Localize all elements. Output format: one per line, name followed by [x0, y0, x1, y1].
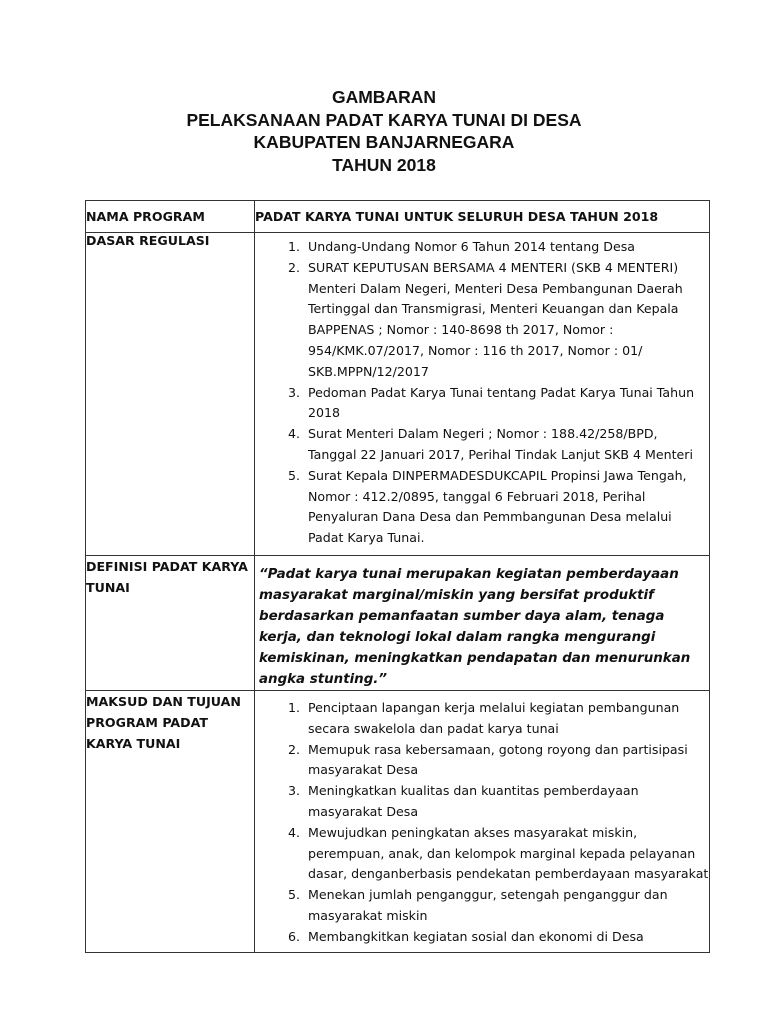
- list-item: 5. Surat Kepala DINPERMADESDUKCAPIL Propinsi Jawa Tengah, Nomor : 412.2/0895, tanggal 6 Februari 2018, Perihal Penyaluran Dana Desa dan Pemmbangunan Desa melalui Padat Karya Tunai.: [304, 466, 709, 549]
- list-item: 4. Surat Menteri Dalam Negeri ; Nomor : 188.42/258/BPD, Tanggal 22 Januari 2017, Perihal Tindak Lanjut SKB 4 Menteri: [304, 424, 709, 466]
- title-line-3: KABUPATEN BANJARNEGARA: [253, 132, 515, 152]
- table-row-nama-program: [86, 201, 710, 233]
- list-item: 3. Meningkatkan kualitas dan kuantitas pemberdayaan masyarakat Desa: [304, 781, 709, 823]
- list-item: 1. Penciptaan lapangan kerja melalui kegiatan pembangunan secara swakelola dan padat karya tunai: [304, 698, 709, 740]
- table-row-definisi: [86, 556, 710, 691]
- list-item: 3. Pedoman Padat Karya Tunai tentang Padat Karya Tunai Tahun 2018: [304, 383, 709, 425]
- dasar-regulasi-list: [255, 237, 709, 549]
- list-item: 2. Memupuk rasa kebersamaan, gotong royong dan partisipasi masyarakat Desa: [304, 740, 709, 782]
- nama-program-value: PADAT KARYA TUNAI UNTUK SELURUH DESA TAHUN 2018: [255, 201, 710, 233]
- definisi-text: “Padat karya tunai merupakan kegiatan pemberdayaan masyarakat marginal/miskin yang bersifat produktif berdasarkan pemanfaatan sumber daya alam, tenaga kerja, dan teknologi lokal dalam rangka mengurangi kemiskinan, meningkatkan pendapatan dan menurunkan angka stunting.”: [259, 567, 691, 687]
- definisi-cell: [255, 556, 710, 691]
- list-item: 5. Menekan jumlah penganggur, setengah penganggur dan masyarakat miskin: [304, 885, 709, 927]
- dasar-regulasi-label: DASAR REGULASI: [86, 233, 255, 556]
- title-line-2: PELAKSANAAN PADAT KARYA TUNAI DI DESA: [186, 109, 582, 130]
- title-line-1: GAMBARAN: [331, 87, 437, 107]
- title-line-4: TAHUN 2018: [332, 154, 436, 175]
- list-item: 4. Mewujudkan peningkatan akses masyarakat miskin, perempuan, anak, dan kelompok marginal kepada pelayanan dasar, denganberbasis pendekatan pemberdayaan masyarakat: [304, 823, 709, 885]
- maksud-tujuan-cell: [255, 691, 710, 953]
- list-item: 6. Membangkitkan kegiatan sosial dan ekonomi di Desa: [304, 927, 709, 948]
- document-title: [0, 86, 768, 176]
- nama-program-label: NAMA PROGRAM: [86, 201, 255, 233]
- dasar-regulasi-cell: [255, 233, 710, 556]
- program-table: [85, 200, 710, 953]
- maksud-tujuan-label: MAKSUD DAN TUJUAN PROGRAM PADAT KARYA TUNAI: [86, 691, 255, 953]
- maksud-tujuan-list: [255, 698, 709, 948]
- list-item: 2. SURAT KEPUTUSAN BERSAMA 4 MENTERI (SKB 4 MENTERI) Menteri Dalam Negeri, Menteri Desa Pembangunan Daerah Tertinggal dan Transmigrasi, Menteri Keuangan dan Kepala BAPPENAS ; Nomor : 140-8698 th 2017, Nomor : 954/KMK.07/2017, Nomor : 116 th 2017, Nomor : 01/ SKB.MPPN/12/2017: [304, 258, 709, 383]
- definisi-label: DEFINISI PADAT KARYA TUNAI: [86, 556, 255, 691]
- list-item: 1. Undang-Undang Nomor 6 Tahun 2014 tentang Desa: [304, 237, 709, 258]
- table-row-maksud-tujuan: [86, 691, 710, 953]
- table-row-dasar-regulasi: [86, 233, 710, 556]
